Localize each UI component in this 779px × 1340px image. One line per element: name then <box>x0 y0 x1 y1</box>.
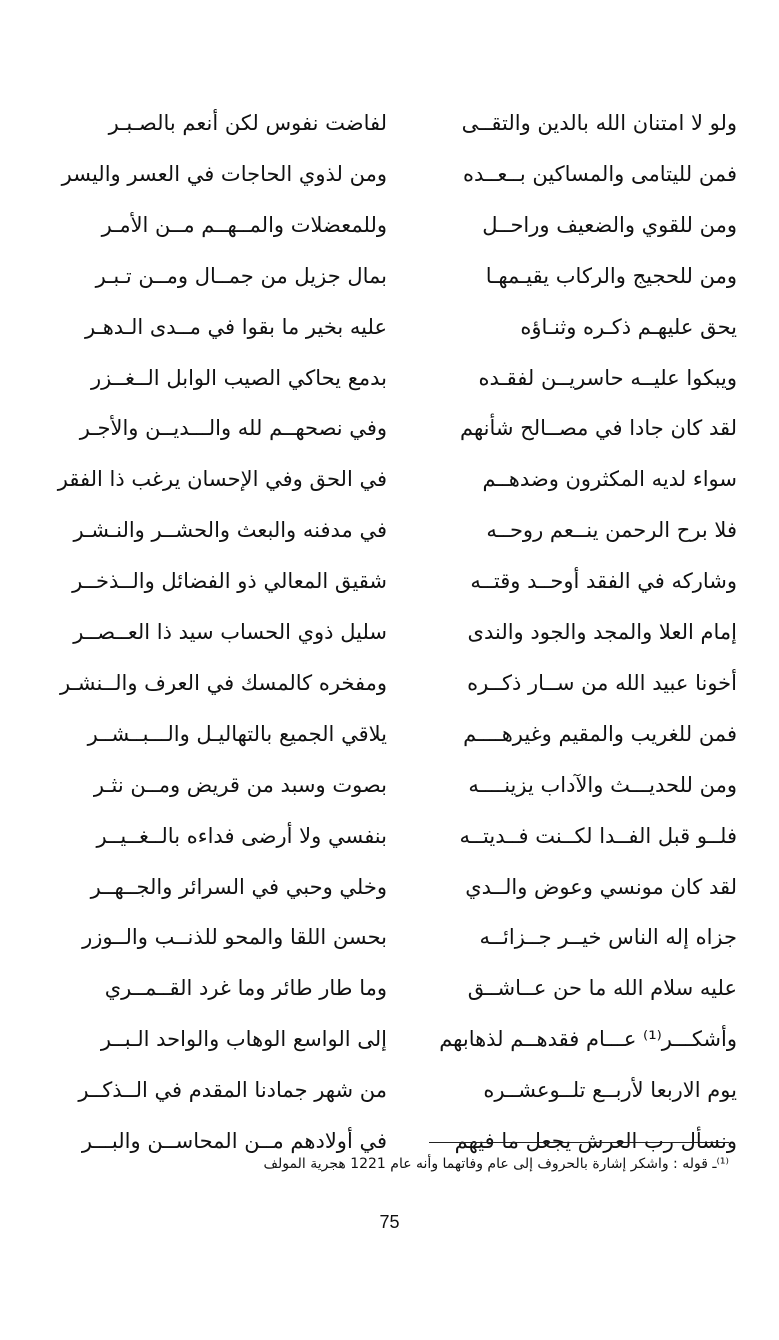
verse-line <box>0 711 779 757</box>
verse-second-hemistich: بصوت وسبد من قريض ومــن نثـر <box>93 772 387 797</box>
verse-first-hemistich: فمن لليتامى والمساكين بــعــده <box>463 161 737 186</box>
verse-first-hemistich: وأشكـــر⁽¹⁾ عـــام فقدهــم لذهابهم <box>439 1027 737 1052</box>
verse-second-hemistich: بحسن اللقا والمحو للذنــب والــوزر <box>82 925 387 950</box>
verse-line <box>0 100 779 146</box>
verse-first-hemistich: يحق عليهـم ذكـره وثنـاؤه <box>520 314 737 339</box>
verse-second-hemistich: يلاقي الجميع بالتهاليـل والـــبــشــر <box>87 721 387 746</box>
verse-second-hemistich: وفي نصحهــم لله والـــديــن والأجـر <box>79 416 387 441</box>
verse-second-hemistich: وللمعضلات والمــهــم مــن الأمـر <box>101 212 387 237</box>
verse-line <box>0 507 779 553</box>
verse-first-hemistich: ولو لا امتنان الله بالدين والتقــى <box>461 111 737 135</box>
verse-line <box>0 558 779 604</box>
footnote-separator <box>429 1142 729 1143</box>
verse-line <box>0 253 779 299</box>
verse-first-hemistich: وشاركه في الفقد أوحــد وقتــه <box>470 569 737 594</box>
verse-line <box>0 660 779 706</box>
verse-first-hemistich: لقد كان جادا في مصــالح شأنهم <box>460 416 737 441</box>
page-number: 75 <box>379 1212 400 1232</box>
verse-line <box>0 456 779 502</box>
verse-second-hemistich: ومفخره كالمسك في العرف والــنشـر <box>60 670 387 695</box>
verse-first-hemistich: إمام العلا والمجد والجود والندى <box>467 620 737 644</box>
verse-first-hemistich: لقد كان مونسي وعوض والــدي <box>465 874 737 899</box>
verse-line <box>0 965 779 1011</box>
verse-second-hemistich: شقيق المعالي ذو الفضائل والــذخــر <box>72 569 387 594</box>
verse-first-hemistich: ومن للحديـــث والآداب يزينــــه <box>468 772 737 797</box>
verse-second-hemistich: في أولادهم مــن المحاســن والبـــر <box>81 1129 387 1153</box>
verse-second-hemistich: سليل ذوي الحساب سيد ذا العــصــر <box>73 620 387 644</box>
verse-second-hemistich: بدمع يحاكي الصيب الوابل الــغــزر <box>90 365 387 390</box>
verse-first-hemistich: ومن للقوي والضعيف وراحــل <box>482 212 737 237</box>
verse-first-hemistich: جزاه إله الناس خيــر جــزائــه <box>479 925 737 950</box>
verse-second-hemistich: في الحق وفي الإحسان يرغب ذا الفقر <box>57 467 387 492</box>
verse-second-hemistich: لفاضت نفوس لكن أنعم بالصـبـر <box>108 111 387 135</box>
verse-line <box>0 304 779 350</box>
verse-second-hemistich: وخلي وحبي في السرائر والجــهــر <box>90 874 387 899</box>
verse-line <box>0 202 779 248</box>
verse-second-hemistich: عليه بخير ما بقوا في مــدى الـدهـر <box>84 314 387 339</box>
verse-second-hemistich: وما طار طائر وما غرد القــمــري <box>104 976 387 1001</box>
verse-first-hemistich: ومن للحجيج والركاب يقيـمهـا <box>485 263 737 288</box>
verse-line <box>0 609 779 655</box>
verse-second-hemistich: بنفسي ولا أرضى فداءه بالــغــيــر <box>96 823 387 848</box>
verse-line <box>0 355 779 401</box>
verse-first-hemistich: أخونا عبيد الله من ســار ذكــره <box>467 670 737 695</box>
verse-line <box>0 1067 779 1113</box>
verse-first-hemistich: فلــو قبل الفــدا لكــنت فــديتــه <box>459 823 737 848</box>
verse-first-hemistich: يوم الاربعا لأربــع تلــوعشــره <box>483 1078 737 1103</box>
verse-second-hemistich: بمال جزيل من جمــال ومــن تـبـر <box>95 263 387 288</box>
verse-line <box>0 813 779 859</box>
verse-first-hemistich: سواء لديه المكثرون وضدهــم <box>482 467 737 492</box>
verse-second-hemistich: في مدفنه والبعث والحشــر والنـشـر <box>73 518 387 543</box>
verse-first-hemistich: عليه سلام الله ما حن عــاشــق <box>467 976 737 1001</box>
verse-line <box>0 151 779 197</box>
verse-second-hemistich: من شهر جمادنا المقدم في الــذكــر <box>78 1078 387 1103</box>
verse-first-hemistich: ويبكوا عليــه حاسريــن لفقـده <box>478 365 737 390</box>
verse-line <box>0 864 779 910</box>
footnote: ⁽¹⁾ـ قوله : واشكر إشارة بالحروف إلى عام وفاتهما وأنه عام 1221 هجرية المولف <box>263 1156 729 1172</box>
verse-second-hemistich: ومن لذوي الحاجات في العسر واليسر <box>61 161 387 186</box>
verse-line <box>0 1016 779 1062</box>
verse-line <box>0 405 779 451</box>
verse-line <box>0 762 779 808</box>
verse-first-hemistich: فمن للغريب والمقيم وغيرهــــم <box>463 721 737 746</box>
verse-first-hemistich: ونسأل رب العرش يجعل ما فيهم <box>454 1129 737 1153</box>
verse-line <box>0 914 779 960</box>
verse-second-hemistich: إلى الواسع الوهاب والواحد الـبــر <box>100 1027 387 1052</box>
verse-first-hemistich: فلا برح الرحمن ينــعم روحــه <box>486 518 737 543</box>
